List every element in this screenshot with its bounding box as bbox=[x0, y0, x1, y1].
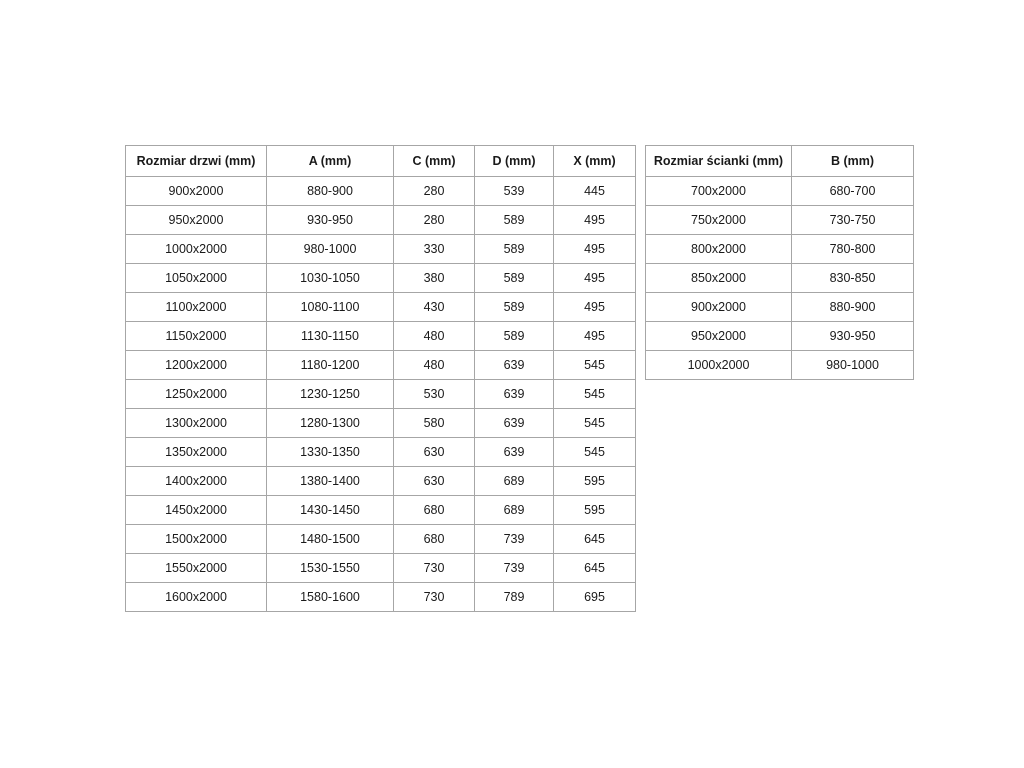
table-cell: 880-900 bbox=[267, 177, 394, 206]
table-cell: 739 bbox=[475, 525, 554, 554]
table-cell: 380 bbox=[394, 264, 475, 293]
table-cell: 1000x2000 bbox=[646, 351, 792, 380]
table-cell: 1080-1100 bbox=[267, 293, 394, 322]
column-header: Rozmiar ścianki (mm) bbox=[646, 146, 792, 177]
table-cell: 445 bbox=[554, 177, 636, 206]
table-cell: 645 bbox=[554, 525, 636, 554]
table-cell: 1100x2000 bbox=[126, 293, 267, 322]
table-cell: 1280-1300 bbox=[267, 409, 394, 438]
table-cell: 495 bbox=[554, 293, 636, 322]
table-cell: 1180-1200 bbox=[267, 351, 394, 380]
table-cell: 680 bbox=[394, 525, 475, 554]
table-cell: 495 bbox=[554, 206, 636, 235]
table-cell: 880-900 bbox=[792, 293, 914, 322]
table-cell: 630 bbox=[394, 438, 475, 467]
column-header: D (mm) bbox=[475, 146, 554, 177]
column-header: Rozmiar drzwi (mm) bbox=[126, 146, 267, 177]
table-cell: 730-750 bbox=[792, 206, 914, 235]
table-cell: 1380-1400 bbox=[267, 467, 394, 496]
table-cell: 689 bbox=[475, 467, 554, 496]
table-cell: 700x2000 bbox=[646, 177, 792, 206]
table-cell: 1150x2000 bbox=[126, 322, 267, 351]
table-cell: 1350x2000 bbox=[126, 438, 267, 467]
column-header: B (mm) bbox=[792, 146, 914, 177]
table-cell: 495 bbox=[554, 322, 636, 351]
table-cell: 589 bbox=[475, 235, 554, 264]
table-cell: 645 bbox=[554, 554, 636, 583]
table-cell: 1400x2000 bbox=[126, 467, 267, 496]
table-cell: 980-1000 bbox=[792, 351, 914, 380]
wall-dimensions-table-body bbox=[646, 177, 914, 380]
wall-dimensions-table bbox=[645, 145, 914, 380]
table-cell: 639 bbox=[475, 380, 554, 409]
table-row bbox=[126, 235, 636, 264]
table-cell: 739 bbox=[475, 554, 554, 583]
table-cell: 1200x2000 bbox=[126, 351, 267, 380]
table-cell: 545 bbox=[554, 409, 636, 438]
table-cell: 545 bbox=[554, 380, 636, 409]
table-cell: 950x2000 bbox=[646, 322, 792, 351]
table-cell: 545 bbox=[554, 351, 636, 380]
table-cell: 639 bbox=[475, 351, 554, 380]
table-cell: 580 bbox=[394, 409, 475, 438]
table-cell: 280 bbox=[394, 206, 475, 235]
table-row bbox=[126, 554, 636, 583]
table-row bbox=[646, 351, 914, 380]
table-cell: 530 bbox=[394, 380, 475, 409]
table-row bbox=[646, 264, 914, 293]
table-cell: 639 bbox=[475, 409, 554, 438]
header-row bbox=[646, 146, 914, 177]
table-cell: 589 bbox=[475, 264, 554, 293]
table-cell: 1550x2000 bbox=[126, 554, 267, 583]
table-row bbox=[126, 380, 636, 409]
table-cell: 330 bbox=[394, 235, 475, 264]
table-row bbox=[126, 293, 636, 322]
table-cell: 950x2000 bbox=[126, 206, 267, 235]
table-cell: 545 bbox=[554, 438, 636, 467]
table-cell: 1480-1500 bbox=[267, 525, 394, 554]
table-row bbox=[126, 525, 636, 554]
table-cell: 595 bbox=[554, 467, 636, 496]
table-cell: 430 bbox=[394, 293, 475, 322]
table-cell: 1580-1600 bbox=[267, 583, 394, 612]
door-dimensions-table-head bbox=[126, 146, 636, 177]
table-row bbox=[126, 322, 636, 351]
table-cell: 1330-1350 bbox=[267, 438, 394, 467]
table-cell: 280 bbox=[394, 177, 475, 206]
table-cell: 1000x2000 bbox=[126, 235, 267, 264]
table-row bbox=[126, 351, 636, 380]
table-row bbox=[126, 264, 636, 293]
table-cell: 930-950 bbox=[267, 206, 394, 235]
table-row bbox=[126, 409, 636, 438]
column-header: A (mm) bbox=[267, 146, 394, 177]
table-cell: 1250x2000 bbox=[126, 380, 267, 409]
header-row bbox=[126, 146, 636, 177]
table-row bbox=[126, 206, 636, 235]
table-row bbox=[646, 206, 914, 235]
table-cell: 680 bbox=[394, 496, 475, 525]
table-cell: 730 bbox=[394, 554, 475, 583]
table-cell: 930-950 bbox=[792, 322, 914, 351]
table-cell: 595 bbox=[554, 496, 636, 525]
table-row bbox=[126, 496, 636, 525]
table-cell: 480 bbox=[394, 322, 475, 351]
table-cell: 1230-1250 bbox=[267, 380, 394, 409]
table-cell: 689 bbox=[475, 496, 554, 525]
table-cell: 789 bbox=[475, 583, 554, 612]
table-cell: 680-700 bbox=[792, 177, 914, 206]
table-cell: 639 bbox=[475, 438, 554, 467]
table-cell: 1430-1450 bbox=[267, 496, 394, 525]
table-cell: 1530-1550 bbox=[267, 554, 394, 583]
table-cell: 539 bbox=[475, 177, 554, 206]
table-cell: 900x2000 bbox=[126, 177, 267, 206]
table-row bbox=[646, 322, 914, 351]
table-cell: 589 bbox=[475, 293, 554, 322]
table-cell: 1500x2000 bbox=[126, 525, 267, 554]
table-cell: 589 bbox=[475, 322, 554, 351]
door-dimensions-table-body bbox=[126, 177, 636, 612]
column-header: X (mm) bbox=[554, 146, 636, 177]
table-cell: 695 bbox=[554, 583, 636, 612]
table-cell: 589 bbox=[475, 206, 554, 235]
table-cell: 830-850 bbox=[792, 264, 914, 293]
table-cell: 800x2000 bbox=[646, 235, 792, 264]
table-cell: 1030-1050 bbox=[267, 264, 394, 293]
table-cell: 630 bbox=[394, 467, 475, 496]
table-cell: 730 bbox=[394, 583, 475, 612]
table-cell: 850x2000 bbox=[646, 264, 792, 293]
table-row bbox=[126, 438, 636, 467]
table-cell: 1600x2000 bbox=[126, 583, 267, 612]
table-row bbox=[126, 467, 636, 496]
table-cell: 495 bbox=[554, 264, 636, 293]
table-cell: 1450x2000 bbox=[126, 496, 267, 525]
table-row bbox=[646, 177, 914, 206]
table-cell: 495 bbox=[554, 235, 636, 264]
table-cell: 900x2000 bbox=[646, 293, 792, 322]
wall-dimensions-table-head bbox=[646, 146, 914, 177]
table-cell: 480 bbox=[394, 351, 475, 380]
table-cell: 980-1000 bbox=[267, 235, 394, 264]
table-cell: 1300x2000 bbox=[126, 409, 267, 438]
table-cell: 1130-1150 bbox=[267, 322, 394, 351]
table-row bbox=[646, 235, 914, 264]
table-row bbox=[126, 583, 636, 612]
table-row bbox=[646, 293, 914, 322]
column-header: C (mm) bbox=[394, 146, 475, 177]
door-dimensions-table bbox=[125, 145, 636, 612]
table-row bbox=[126, 177, 636, 206]
table-cell: 750x2000 bbox=[646, 206, 792, 235]
table-cell: 780-800 bbox=[792, 235, 914, 264]
table-cell: 1050x2000 bbox=[126, 264, 267, 293]
